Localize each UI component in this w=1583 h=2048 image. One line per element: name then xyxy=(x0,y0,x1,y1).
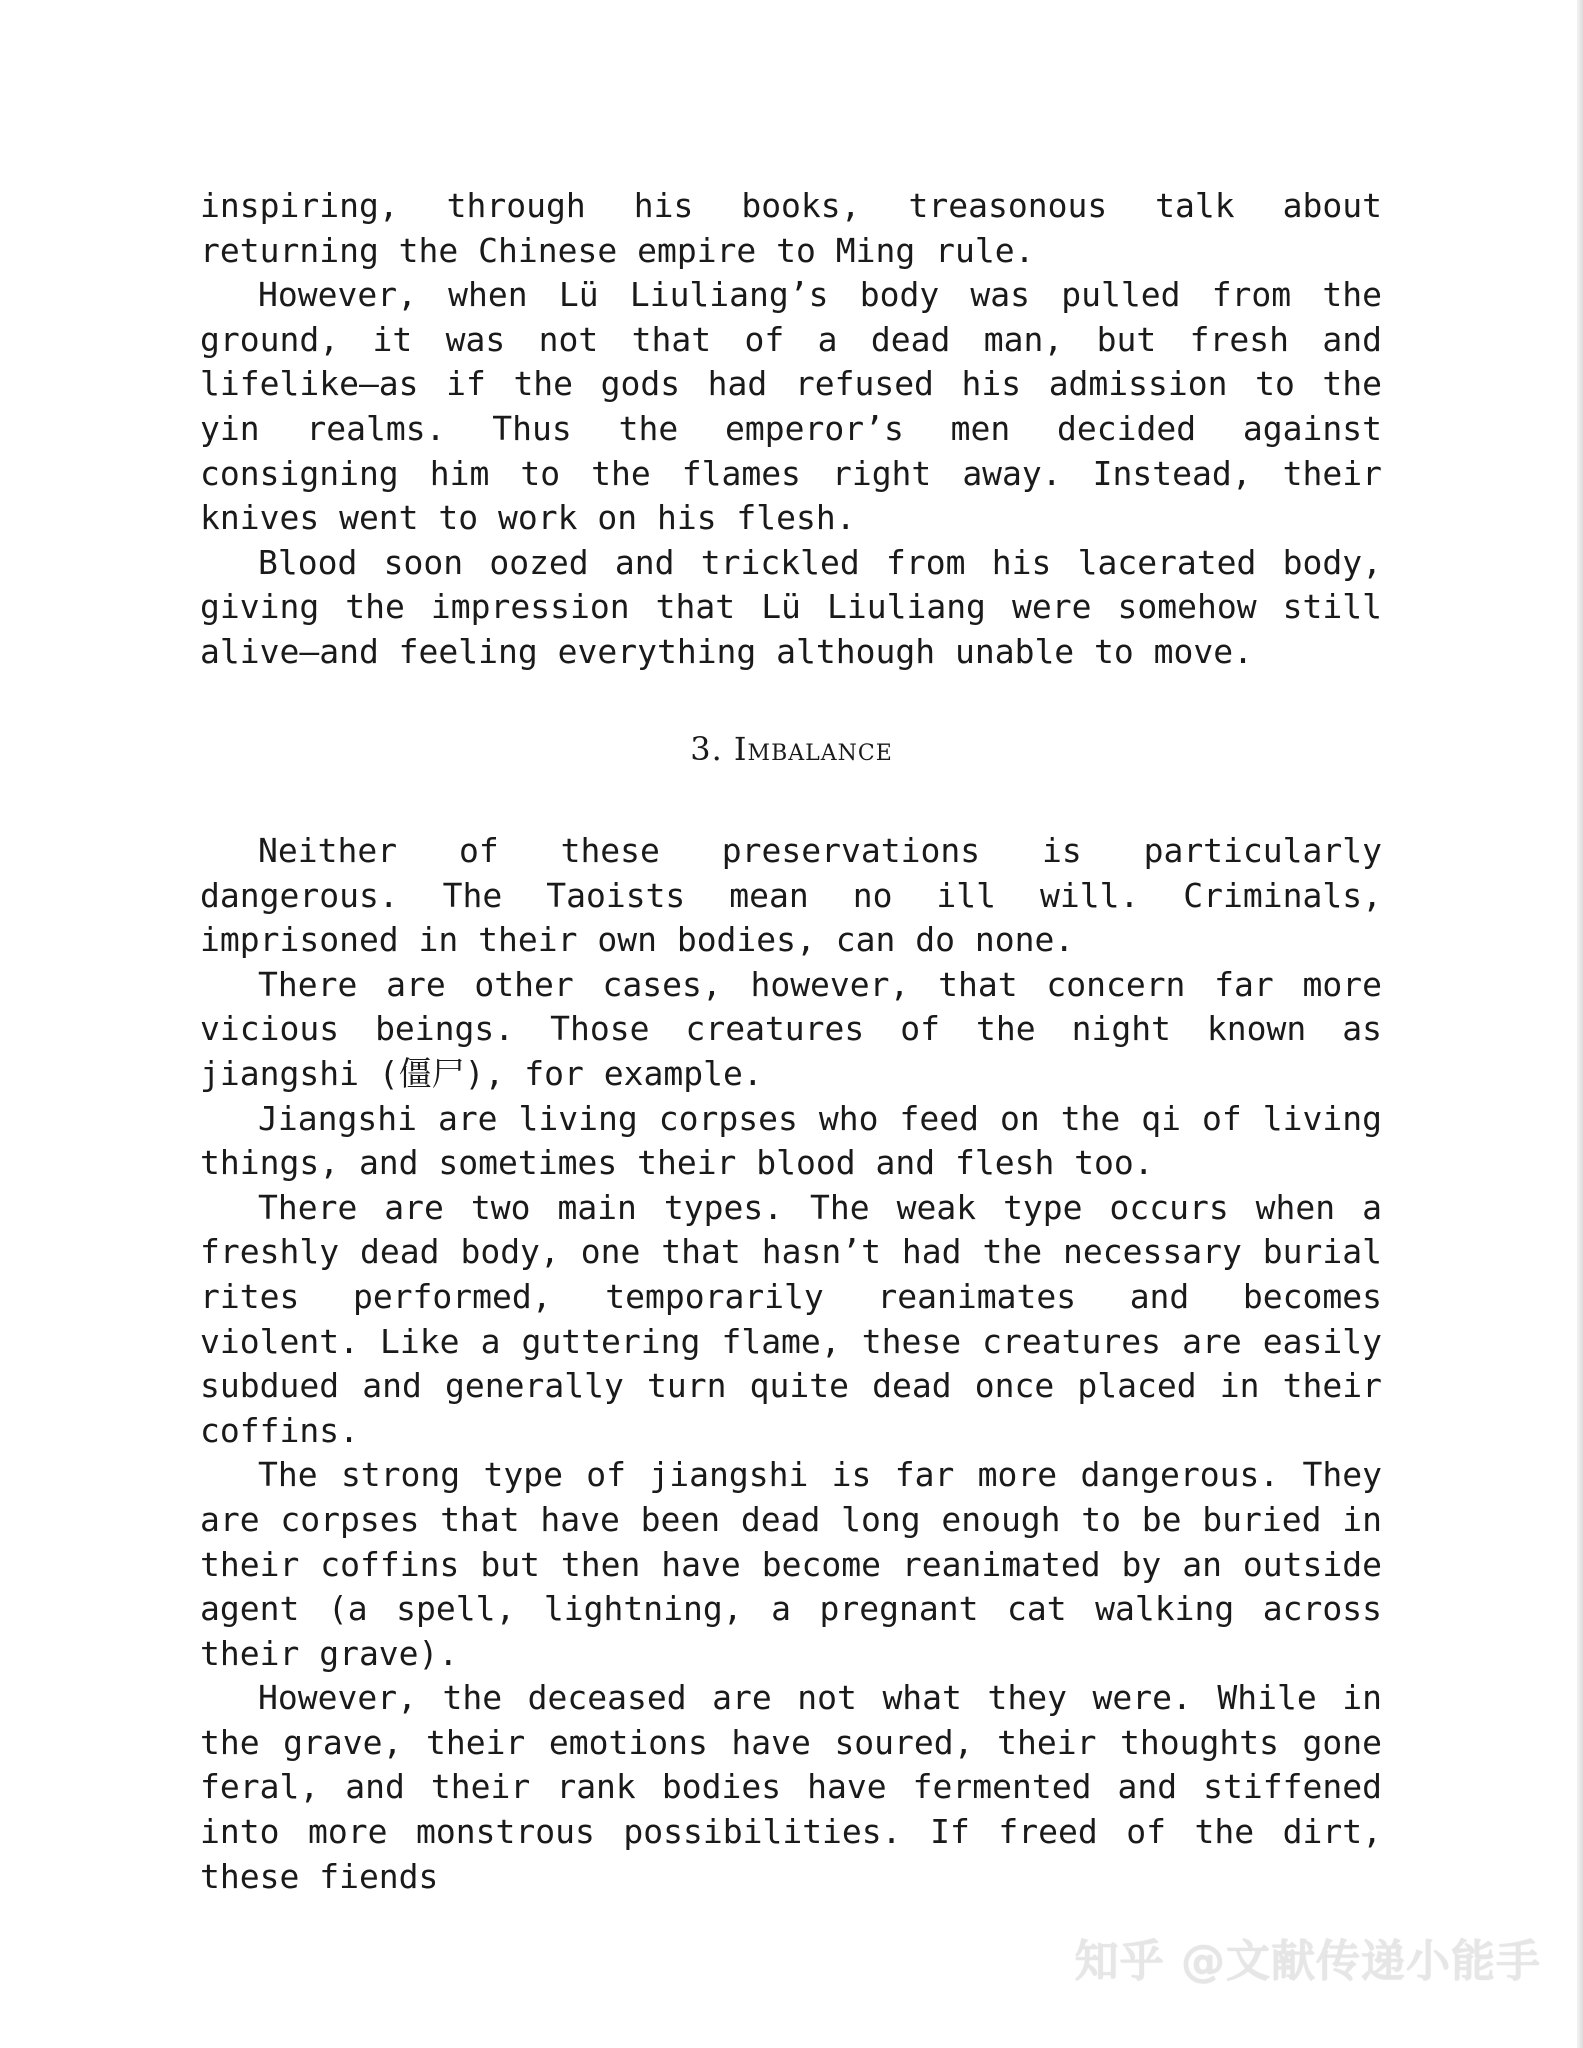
paragraph: There are two main types. The weak type occurs when a freshly dead body, one that hasn’t had the necessary burial rites performed, temporarily reanimates and becomes violent. Like a guttering flame, these creatures are easily subdued and generally turn quite dead once placed in their coffins. xyxy=(200,1187,1382,1450)
paragraph: Neither of these preservations is particularly dangerous. The Taoists mean no ill will. Criminals, imprisoned in their own bodies, can do none. xyxy=(200,831,1382,960)
section-title: Imbalance xyxy=(733,730,893,768)
paragraph: The strong type of jiangshi is far more dangerous. They are corpses that have been dead long enough to be buried in their coffins but then have become reanimated by an outside agent (a spell, lightning, a pregnant cat walking across their grave). xyxy=(200,1455,1382,1673)
section-heading xyxy=(0,730,1583,768)
watermark: 知乎 @文献传递小能手 xyxy=(1074,1936,1541,1987)
paragraph: Blood soon oozed and trickled from his lacerated body, giving the impression that Lü Liuliang were somehow still alive—and feeling everything although unable to move. xyxy=(200,542,1382,671)
paragraph: However, the deceased are not what they were. While in the grave, their emotions have soured, their thoughts gone feral, and their rank bodies have fermented and stiffened into more monstrous possibilities. If freed of the dirt, these fiends xyxy=(200,1678,1382,1896)
paragraph: There are other cases, however, that concern far more vicious beings. Those creatures of the night known as jiangshi (僵尸), for example. xyxy=(200,964,1382,1093)
top-text-block xyxy=(200,184,1382,675)
body-text-block xyxy=(200,829,1382,1899)
section-number: 3. xyxy=(690,730,723,768)
paragraph: Jiangshi are living corpses who feed on the qi of living things, and sometimes their blood and flesh too. xyxy=(200,1098,1382,1183)
paragraph: However, when Lü Liuliang’s body was pulled from the ground, it was not that of a dead man, but fresh and lifelike—as if the gods had refused his admission to the yin realms. Thus the emperor’s men decided against consigning him to the flames right away. Instead, their knives went to work on his flesh. xyxy=(200,275,1382,538)
paragraph: inspiring, through his books, treasonous talk about returning the Chinese empire to Ming rule. xyxy=(200,186,1382,270)
page-edge xyxy=(1577,0,1583,2048)
